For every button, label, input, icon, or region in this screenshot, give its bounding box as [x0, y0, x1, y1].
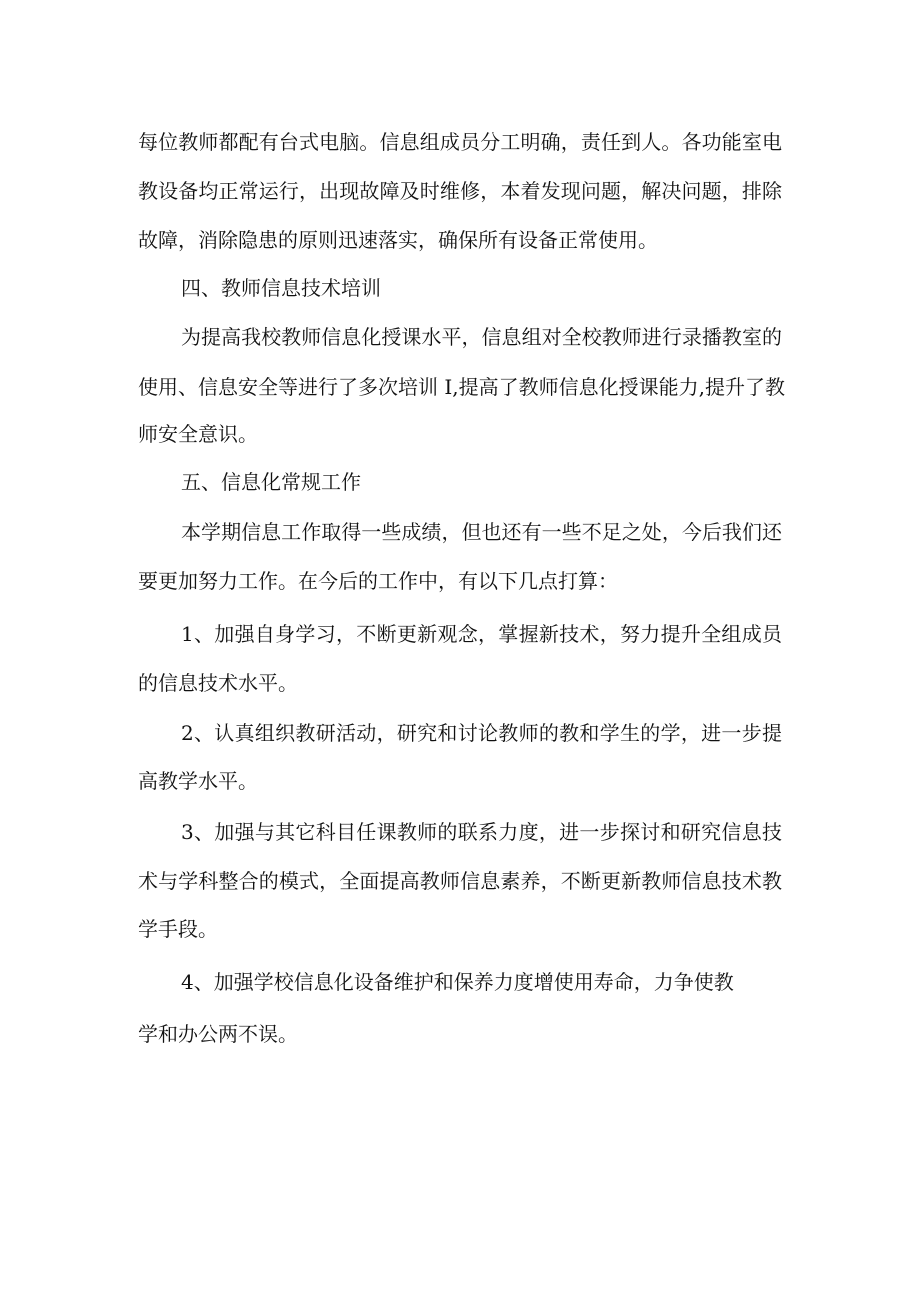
- section-heading: 五、信息化常规工作: [181, 470, 361, 494]
- section-heading: 四、教师信息技术培训: [181, 276, 381, 300]
- list-item-line: 2、认真组织教研活动，研究和讨论教师的教和学生的学，进一步提: [181, 721, 782, 745]
- paragraph-line: 要更加努力工作。在今后的工作中，有以下几点打算：: [138, 569, 618, 593]
- list-item-line: 学手段。: [138, 917, 218, 941]
- paragraph-line: 师安全意识。: [138, 422, 258, 446]
- paragraph-line: 本学期信息工作取得一些成绩，但也还有一些不足之处，今后我们还: [181, 520, 782, 544]
- list-item-line: 1、加强自身学习，不断更新观念，掌握新技术，努力提升全组成员: [181, 622, 782, 646]
- paragraph-line: 故障，消除隐患的原则迅速落实，确保所有设备正常使用。: [138, 228, 658, 252]
- list-item-line: 4、加强学校信息化设备维护和保养力度增使用寿命，力争使教: [181, 970, 734, 994]
- paragraph-line: 为提高我校教师信息化授课水平，信息组对全校教师进行录播教室的: [181, 325, 782, 349]
- list-item-line: 术与学科整合的模式，全面提高教师信息素养，不断更新教师信息技术教: [138, 869, 782, 893]
- paragraph-line: 教设备均正常运行，出现故障及时维修，本着发现问题，解决问题，排除: [138, 179, 782, 203]
- list-item-line: 高教学水平。: [138, 769, 258, 793]
- list-item-line: 学和办公两不误。: [138, 1022, 298, 1046]
- list-item-line: 的信息技术水平。: [138, 671, 298, 695]
- paragraph-line: 每位教师都配有台式电脑。信息组成员分工明确，责任到人。各功能室电: [138, 130, 782, 154]
- paragraph-line: 使用、信息安全等进行了多次培训 I,提高了教师信息化授课能力,提升了教: [138, 375, 785, 399]
- list-item-line: 3、加强与其它科目任课教师的联系力度，进一步探讨和研究信息技: [181, 820, 782, 844]
